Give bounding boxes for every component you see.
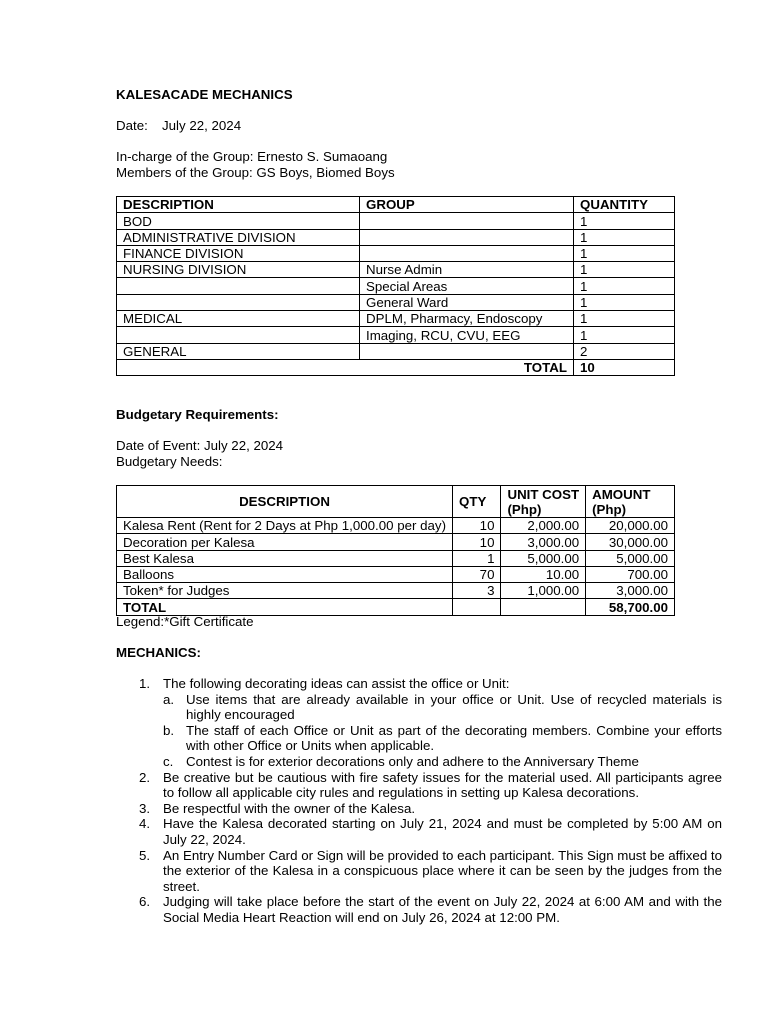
in-charge-line: In-charge of the Group: Ernesto S. Sumaoang bbox=[116, 149, 388, 164]
table-header-row bbox=[117, 486, 675, 518]
cell-group bbox=[360, 343, 574, 359]
header-qty: QTY bbox=[453, 486, 501, 518]
list-item bbox=[139, 676, 722, 770]
cell-group bbox=[360, 245, 574, 261]
cell-unit-cost: 10.00 bbox=[501, 566, 586, 582]
cell-description: Best Kalesa bbox=[117, 550, 453, 566]
table-row bbox=[117, 245, 675, 261]
table-row bbox=[117, 566, 675, 582]
sub-item-text: The staff of each Office or Unit as part of the decorating members. Combine your efforts with other Office or Units when applicable. bbox=[186, 722, 722, 754]
table-row bbox=[117, 327, 675, 343]
list-item bbox=[139, 816, 722, 847]
cell-group: DPLM, Pharmacy, Endoscopy bbox=[360, 311, 574, 327]
table-row bbox=[117, 343, 675, 359]
total-empty-qty bbox=[453, 599, 501, 615]
sub-item-letter: b. bbox=[163, 722, 175, 738]
header-amount bbox=[586, 486, 675, 518]
cell-quantity: 1 bbox=[574, 278, 675, 294]
cell-qty: 3 bbox=[453, 583, 501, 599]
sub-item-letter: c. bbox=[163, 753, 174, 769]
cell-description: GENERAL bbox=[117, 343, 360, 359]
header-unit-cost-line2: (Php) bbox=[507, 501, 542, 517]
table-row bbox=[117, 311, 675, 327]
header-description: DESCRIPTION bbox=[117, 197, 360, 213]
item-text: An Entry Number Card or Sign will be provided to each participant. This Sign must be affixed to the exterior of the Kalesa in a conspicuous place where it can be seen by the judges from the street. bbox=[163, 847, 723, 894]
cell-unit-cost: 5,000.00 bbox=[501, 550, 586, 566]
cell-quantity: 1 bbox=[574, 327, 675, 343]
item-number: 4. bbox=[139, 816, 151, 832]
cell-unit-cost: 2,000.00 bbox=[501, 518, 586, 534]
cell-unit-cost: 1,000.00 bbox=[501, 583, 586, 599]
item-text: Be respectful with the owner of the Kalesa. bbox=[163, 800, 416, 816]
sub-item-letter: a. bbox=[163, 691, 175, 707]
table-row bbox=[117, 518, 675, 534]
cell-description: Token* for Judges bbox=[117, 583, 453, 599]
cell-amount: 30,000.00 bbox=[586, 534, 675, 550]
cell-quantity: 1 bbox=[574, 213, 675, 229]
cell-amount: 700.00 bbox=[586, 566, 675, 582]
item-number: 1. bbox=[139, 676, 151, 691]
cell-description: Decoration per Kalesa bbox=[117, 534, 453, 550]
header-group: GROUP bbox=[360, 197, 574, 213]
header-quantity: QUANTITY bbox=[574, 197, 675, 213]
cell-quantity: 1 bbox=[574, 229, 675, 245]
sub-list-item bbox=[163, 691, 722, 723]
cell-qty: 1 bbox=[453, 550, 501, 566]
table-row bbox=[117, 213, 675, 229]
cell-description: Kalesa Rent (Rent for 2 Days at Php 1,000.00 per day) bbox=[117, 518, 453, 534]
members-line: Members of the Group: GS Boys, Biomed Boys bbox=[116, 165, 395, 180]
cell-amount: 20,000.00 bbox=[586, 518, 675, 534]
cell-amount: 3,000.00 bbox=[586, 583, 675, 599]
legend-note: Legend:*Gift Certificate bbox=[116, 614, 254, 629]
cell-group: Nurse Admin bbox=[360, 262, 574, 278]
date-value: July 22, 2024 bbox=[162, 118, 242, 133]
total-label: TOTAL bbox=[117, 599, 453, 615]
cell-group bbox=[360, 229, 574, 245]
header-description: DESCRIPTION bbox=[117, 486, 453, 518]
item-number: 3. bbox=[139, 800, 151, 816]
sub-list-item bbox=[163, 722, 722, 754]
table-row bbox=[117, 583, 675, 599]
header-unit-cost bbox=[501, 486, 586, 518]
item-text: Have the Kalesa decorated starting on July 21, 2024 and must be completed by 5:00 AM on July 22, 2024. bbox=[163, 816, 722, 847]
cell-amount: 5,000.00 bbox=[586, 550, 675, 566]
mechanics-list bbox=[116, 676, 722, 926]
table-row bbox=[117, 294, 675, 310]
cell-description bbox=[117, 294, 360, 310]
total-value: 58,700.00 bbox=[586, 599, 675, 615]
cell-description: BOD bbox=[117, 213, 360, 229]
cell-group: General Ward bbox=[360, 294, 574, 310]
table-total-row bbox=[117, 599, 675, 615]
cell-qty: 10 bbox=[453, 518, 501, 534]
cell-quantity: 1 bbox=[574, 245, 675, 261]
item-number: 6. bbox=[139, 894, 151, 910]
header-unit-cost-line1: UNIT COST bbox=[507, 486, 580, 502]
item-text: The following decorating ideas can assist the office or Unit: bbox=[163, 676, 510, 691]
list-item bbox=[139, 894, 722, 925]
budget-heading: Budgetary Requirements: bbox=[116, 407, 279, 422]
total-empty-unit-cost bbox=[501, 599, 586, 615]
item-number: 2. bbox=[139, 769, 151, 785]
list-item bbox=[139, 769, 722, 801]
cell-description: ADMINISTRATIVE DIVISION bbox=[117, 229, 360, 245]
header-amount-line2: (Php) bbox=[592, 501, 627, 517]
table-header-row bbox=[117, 197, 675, 213]
date-label: Date: bbox=[116, 118, 148, 133]
cell-quantity: 1 bbox=[574, 262, 675, 278]
sub-item-text: Contest is for exterior decorations only and adhere to the Anniversary Theme bbox=[186, 753, 639, 769]
total-label: TOTAL bbox=[117, 359, 574, 375]
table-row bbox=[117, 534, 675, 550]
budgetary-needs-label: Budgetary Needs: bbox=[116, 454, 223, 469]
list-item bbox=[139, 800, 722, 817]
list-item bbox=[139, 847, 723, 895]
cell-qty: 70 bbox=[453, 566, 501, 582]
budget-table bbox=[116, 485, 675, 616]
sub-list-item bbox=[163, 753, 722, 770]
document-title: KALESACADE MECHANICS bbox=[116, 87, 293, 102]
cell-qty: 10 bbox=[453, 534, 501, 550]
item-number: 5. bbox=[139, 847, 151, 863]
mechanics-heading: MECHANICS: bbox=[116, 645, 201, 660]
cell-group: Imaging, RCU, CVU, EEG bbox=[360, 327, 574, 343]
table-total-row bbox=[117, 359, 675, 375]
table-row bbox=[117, 550, 675, 566]
cell-description bbox=[117, 327, 360, 343]
cell-quantity: 1 bbox=[574, 311, 675, 327]
table-row bbox=[117, 262, 675, 278]
total-value: 10 bbox=[574, 359, 675, 375]
event-date: Date of Event: July 22, 2024 bbox=[116, 438, 284, 453]
cell-description: Balloons bbox=[117, 566, 453, 582]
groups-table bbox=[116, 196, 675, 376]
item-text: Judging will take place before the start of the event on July 22, 2024 at 6:00 AM and with the Social Media Heart Reaction will end on July 26, 2024 at 12:00 PM. bbox=[163, 894, 722, 925]
cell-description: NURSING DIVISION bbox=[117, 262, 360, 278]
item-text: Be creative but be cautious with fire safety issues for the material used. All participants agree to follow all applicable city rules and regulations in setting up Kalesa decorations. bbox=[163, 769, 722, 801]
table-row bbox=[117, 278, 675, 294]
cell-quantity: 2 bbox=[574, 343, 675, 359]
cell-quantity: 1 bbox=[574, 294, 675, 310]
cell-unit-cost: 3,000.00 bbox=[501, 534, 586, 550]
header-amount-line1: AMOUNT bbox=[592, 486, 651, 502]
sub-item-text: Use items that are already available in your office or Unit. Use of recycled materials is highly encouraged bbox=[186, 691, 722, 723]
sub-list bbox=[163, 692, 722, 770]
cell-description bbox=[117, 278, 360, 294]
cell-group: Special Areas bbox=[360, 278, 574, 294]
cell-group bbox=[360, 213, 574, 229]
cell-description: MEDICAL bbox=[117, 311, 360, 327]
cell-description: FINANCE DIVISION bbox=[117, 245, 360, 261]
table-row bbox=[117, 229, 675, 245]
